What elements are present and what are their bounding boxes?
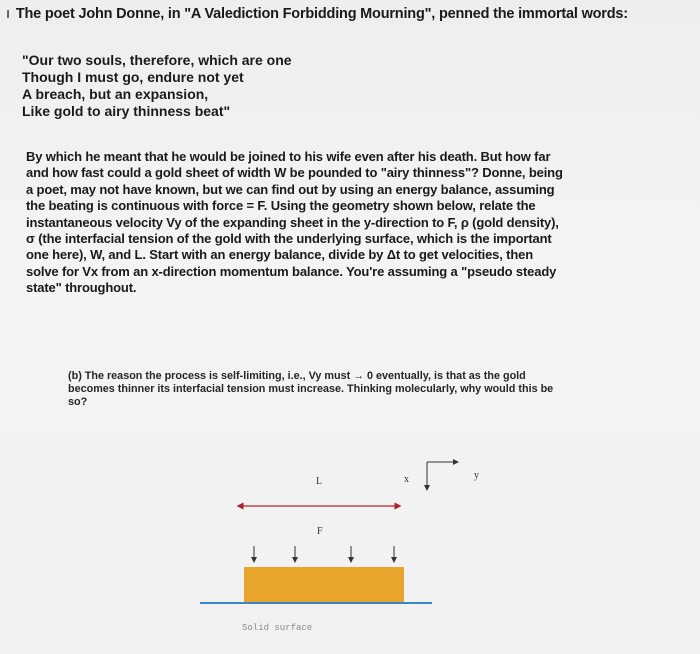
problem-header — [6, 6, 696, 22]
header-title: The poet John Donne, in "A Valediction Forbidding Mourning", penned the immortal words: — [15, 6, 628, 22]
y-axis-label: y — [474, 470, 479, 481]
problem-paragraph — [26, 149, 646, 297]
paragraph-line: solve for Vx from an x-direction momentum balance. You're assuming a "pseudo steady — [26, 263, 557, 279]
paragraph-line: state" throughout. — [26, 280, 137, 296]
poem-line: "Our two souls, therefore, which are one — [22, 52, 292, 68]
paragraph-line: a poet, may not have known, but we can find out by using an energy balance, assuming — [26, 181, 555, 197]
x-axis-label: x — [404, 474, 409, 485]
header-marker: ı — [6, 6, 10, 22]
poem-line: Though I must go, endure not yet — [22, 69, 244, 85]
part-b-line: becomes thinner its interfacial tension must increase. Thinking molecularly, why would this be — [68, 383, 554, 395]
paragraph-line: and how fast could a gold sheet of width W be pounded to "airy thinness"? Donne, being — [26, 165, 563, 181]
part-b-line: (b) The reason the process is self-limiting, i.e., Vy must → 0 eventually, is that as the gold — [68, 370, 526, 382]
part-b-line: so? — [68, 396, 88, 408]
length-label: L — [316, 476, 323, 487]
force-label: F — [317, 526, 323, 537]
part-b-question — [68, 370, 648, 409]
surface-label: Solid surface — [242, 623, 313, 633]
paragraph-line: the beating is continuous with force = F. Using the geometry shown below, relate the — [26, 198, 536, 214]
poem-line: Like gold to airy thinness beat" — [22, 103, 231, 119]
gold-sheet-diagram — [190, 450, 479, 640]
gold-sheet — [244, 567, 404, 602]
paragraph-line: By which he meant that he would be joined to his wife even after his death. But how far — [26, 149, 551, 164]
paragraph-line: instantaneous velocity Vy of the expanding sheet in the y-direction to F, ρ (gold density), — [26, 214, 559, 230]
poem-quote — [22, 52, 292, 120]
paragraph-line: one here), W, and L. Start with an energy balance, divide by Δt to get velocities, then — [26, 247, 534, 263]
paragraph-line: σ (the interfacial tension of the gold with the underlying surface, which is the important — [26, 231, 552, 247]
poem-line: A breach, but an expansion, — [22, 86, 209, 102]
